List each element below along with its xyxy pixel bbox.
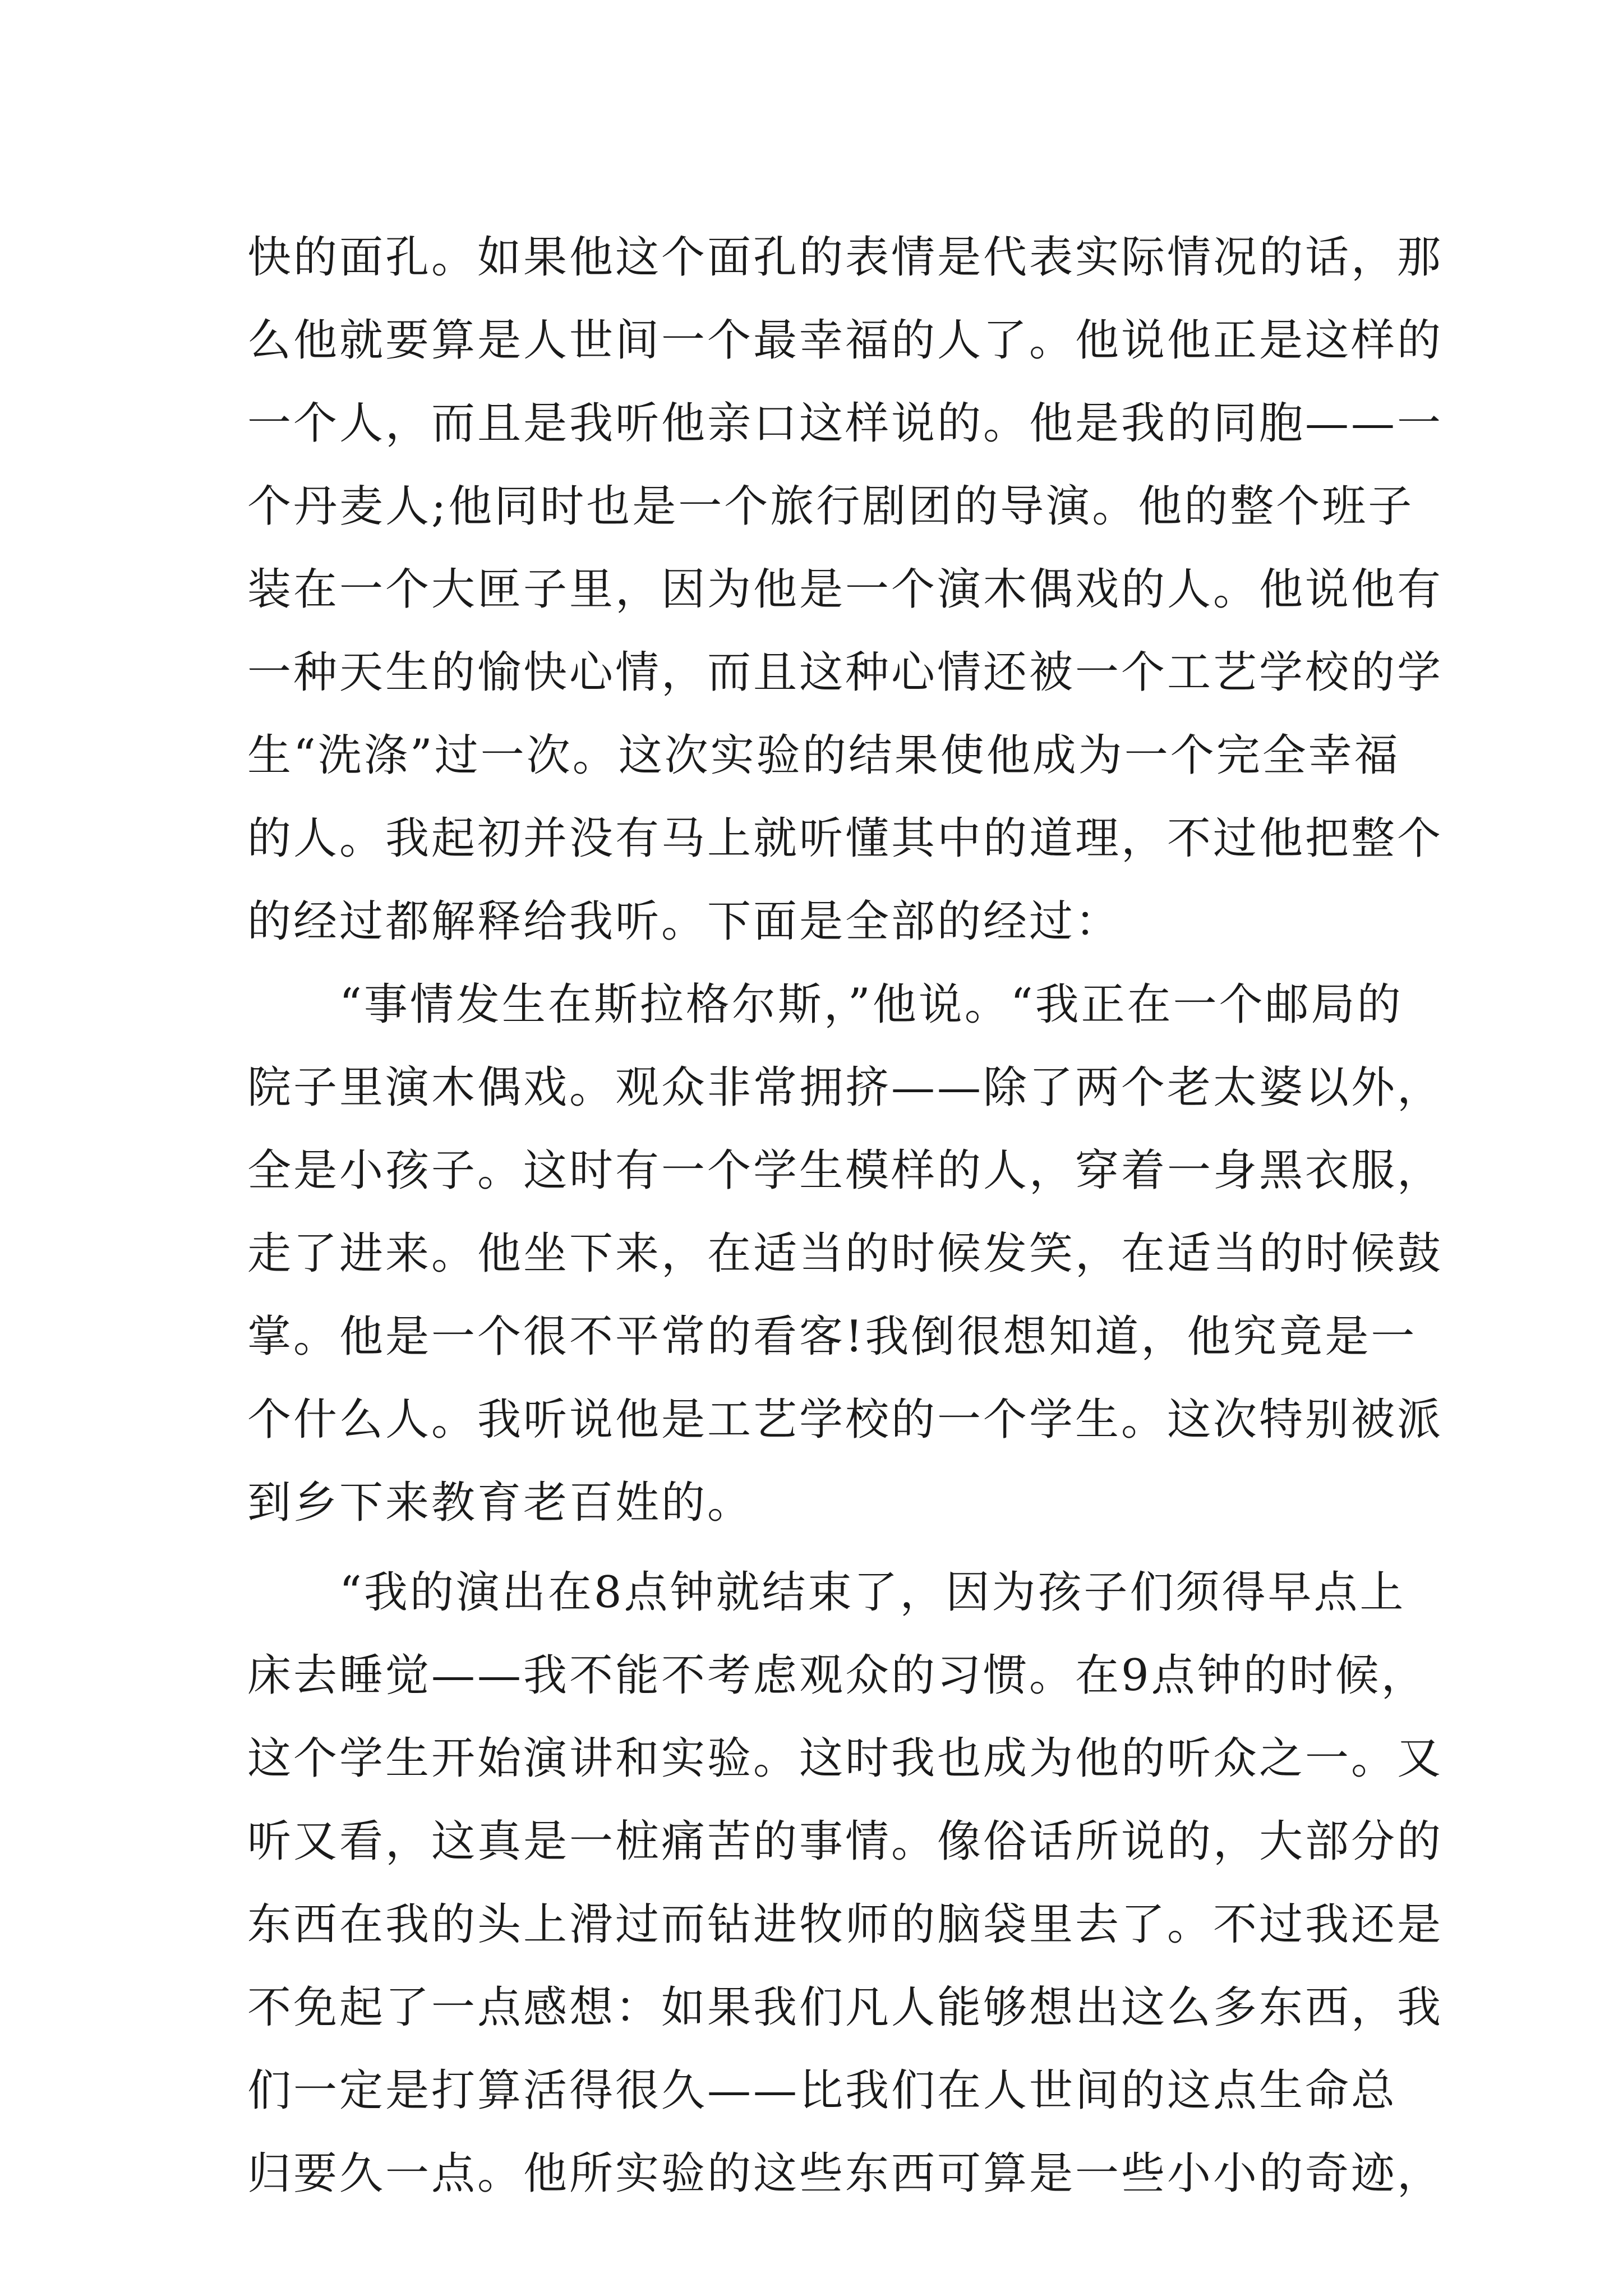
text-line: “事情发生在斯拉格尔斯，”他说。“我正在一个邮局的 — [339, 979, 1403, 1030]
paragraph-1 — [247, 216, 1444, 963]
text-line: 生“洗涤”过一次。这次实验的结果使他成为一个完全幸福 — [247, 730, 1400, 781]
text-line: “我的演出在8点钟就结束了，因为孩子们须得早点上 — [339, 1567, 1406, 1618]
text-line: 这个学生开始演讲和实验。这时我也成为他的听众之一。又 — [247, 1733, 1444, 1784]
text-line: 到乡下来教育老百姓的。 — [247, 1478, 754, 1528]
text-line: 走了进来。他坐下来，在适当的时候发笑，在适当的时候鼓 — [247, 1228, 1444, 1279]
text-line: 们一定是打算活得很久——比我们在人世间的这点生命总 — [247, 2065, 1398, 2116]
text-line: 听又看，这真是一桩痛苦的事情。像俗话所说的，大部分的 — [247, 1816, 1444, 1867]
text-line: 全是小孩子。这时有一个学生模样的人，穿着一身黑衣服， — [247, 1145, 1444, 1196]
text-line: 归要久一点。他所实验的这些东西可算是一些小小的奇迹， — [247, 2148, 1444, 2199]
body-text — [247, 216, 1444, 2215]
paragraph-3 — [247, 1551, 1444, 2215]
text-line: 的经过都解释给我听。下面是全部的经过： — [247, 896, 1122, 947]
text-line: 快的面孔。如果他这个面孔的表情是代表实际情况的话，那 — [247, 232, 1444, 283]
text-line: 东西在我的头上滑过而钻进牧师的脑袋里去了。不过我还是 — [247, 1899, 1444, 1950]
paragraph-2 — [247, 963, 1444, 1544]
text-line: 装在一个大匣子里，因为他是一个演木偶戏的人。他说他有 — [247, 564, 1444, 615]
paragraph-gap — [247, 1544, 1403, 1551]
text-line: 一个人，而且是我听他亲口这样说的。他是我的同胞——一 — [247, 398, 1444, 449]
text-line: 个丹麦人;他同时也是一个旅行剧团的导演。他的整个班子 — [247, 481, 1414, 532]
text-line: 的人。我起初并没有马上就听懂其中的道理，不过他把整个 — [247, 813, 1444, 864]
text-line: 不免起了一点感想：如果我们凡人能够想出这么多东西，我 — [247, 1982, 1444, 2033]
text-line: 个什么人。我听说他是工艺学校的一个学生。这次特别被派 — [247, 1395, 1444, 1445]
text-line: 掌。他是一个很不平常的看客!我倒很想知道，他究竟是一 — [247, 1312, 1417, 1362]
text-line: 么他就要算是人世间一个最幸福的人了。他说他正是这样的 — [247, 315, 1444, 366]
text-line: 床去睡觉——我不能不考虑观众的习惯。在9点钟的时候， — [247, 1650, 1427, 1701]
text-line: 院子里演木偶戏。观众非常拥挤——除了两个老太婆以外， — [247, 1062, 1444, 1113]
text-line: 一种天生的愉快心情，而且这种心情还被一个工艺学校的学 — [247, 647, 1444, 698]
